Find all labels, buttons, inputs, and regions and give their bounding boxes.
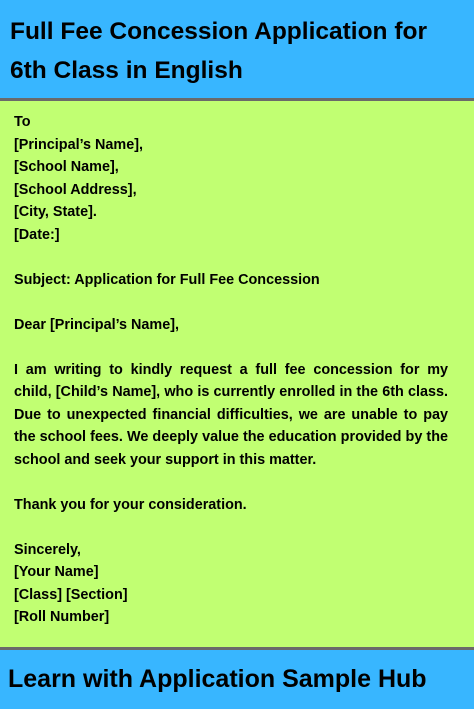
spacer: [14, 336, 448, 359]
letter-closing: Sincerely,: [14, 541, 81, 558]
letter-panel: [0, 98, 474, 650]
letter-body-paragraph: I am writing to kindly request a full fee concession for my child, [Child’s Name], who is currently enrolled in the 6th class. Due to unexpected financial difficulties, we are unable to pay the school fees. We deeply value the education provided by the school and seek your support in this matter.: [14, 361, 448, 468]
letter-city-state: [City, State].: [14, 204, 97, 220]
letter-school-name: [School Name],: [14, 159, 119, 175]
spacer: [14, 471, 448, 494]
letter-date: [Date:]: [14, 226, 60, 243]
letter-thanks: Thank you for your consideration.: [14, 496, 247, 513]
spacer: [14, 516, 448, 539]
letter-roll-number: [Roll Number]: [14, 609, 110, 625]
letter-salutation: Dear [Principal’s Name],: [14, 316, 180, 333]
letter-school-address: [School Address],: [14, 181, 137, 198]
spacer: [14, 246, 448, 269]
title-banner: [0, 0, 474, 98]
letter-your-name: [Your Name]: [14, 564, 99, 580]
letter-to: To: [14, 114, 31, 130]
letter-principal-name: [Principal’s Name],: [14, 136, 144, 153]
letter-subject: Subject: Application for Full Fee Concession: [14, 271, 320, 288]
footer-brand-text: Learn with Application Sample Hub: [8, 665, 427, 693]
letter-class-section: [Class] [Section]: [14, 586, 128, 603]
page-title: Full Fee Concession Application for 6th Class in English: [10, 18, 427, 84]
spacer: [14, 291, 448, 314]
footer-banner: [0, 650, 474, 709]
